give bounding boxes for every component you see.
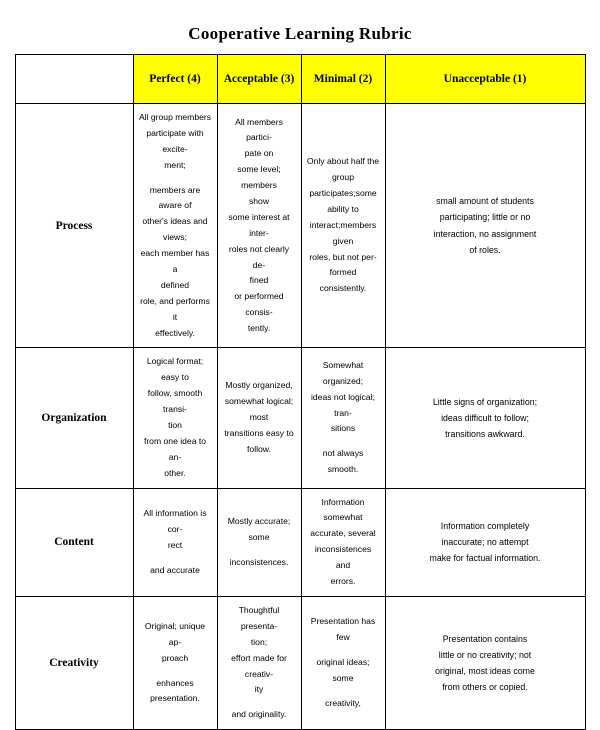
cell-line: effectively.	[155, 327, 195, 338]
cell-line: ability to	[327, 203, 359, 214]
cell-line: original ideas; some	[316, 657, 370, 683]
cell-line: interact;members given	[309, 219, 377, 246]
criterion-label: Process	[15, 104, 133, 348]
cell-line: transitions awkward.	[445, 429, 525, 440]
table-header-row	[15, 55, 585, 104]
rubric-table	[15, 54, 586, 730]
cell-line: sitions	[330, 423, 356, 434]
cell-minimal-2	[301, 104, 385, 348]
cell-line: Logical format; easy to	[146, 356, 204, 383]
cell-line: creativity,	[325, 697, 361, 708]
cell-line: Only about half the	[306, 156, 380, 167]
cell-line: original, most ideas come	[435, 666, 535, 677]
cell-line: some interest at inter-	[228, 211, 290, 238]
cell-line: accurate, several	[310, 528, 376, 539]
cell-line: proach	[161, 652, 189, 663]
cell-line: Information completely	[440, 520, 530, 531]
cell-line: tently.	[247, 323, 271, 334]
cell-line: consistently.	[319, 283, 367, 294]
cell-line: role, and performs it	[140, 295, 210, 322]
cell-line: some level; members	[237, 164, 281, 191]
cell-line: members are aware of	[149, 184, 201, 211]
criterion-label: Content	[15, 488, 133, 596]
cell-line: tion;	[250, 636, 268, 647]
cell-acceptable-3	[217, 488, 301, 596]
cell-line: tion	[168, 420, 182, 431]
cell-line: ideas difficult to follow;	[441, 412, 529, 423]
cell-line: Presentation contains	[442, 633, 528, 644]
cell-minimal-2	[301, 348, 385, 488]
cell-perfect-4	[133, 348, 217, 488]
cell-line: each member has a	[140, 248, 210, 275]
cell-line	[223, 698, 296, 707]
cell-line: make for factual information.	[429, 553, 541, 564]
cell-line: other's ideas and	[142, 216, 208, 227]
table-row	[15, 488, 585, 596]
cell-line	[223, 546, 296, 555]
cell-line: follow, smooth transi-	[147, 388, 203, 415]
cell-unacceptable-1	[385, 104, 585, 348]
cell-line: somewhat logical; most	[224, 396, 294, 423]
cell-line: inaccurate; no attempt	[441, 537, 529, 548]
cell-perfect-4	[133, 104, 217, 348]
cell-unacceptable-1	[385, 348, 585, 488]
table-row	[15, 348, 585, 488]
cell-line: rect	[167, 539, 183, 550]
cell-line: group	[332, 172, 354, 183]
cell-line: participate with excite-	[146, 127, 204, 154]
cell-line: pate on	[244, 148, 274, 159]
cell-line: Mostly organized,	[225, 380, 293, 391]
cell-line: roles, but not per-	[309, 251, 377, 262]
cell-line	[139, 554, 212, 563]
cell-acceptable-3	[217, 104, 301, 348]
table-row	[15, 104, 585, 348]
cell-line: Somewhat organized;	[322, 359, 364, 386]
cell-line: All information is cor-	[143, 507, 207, 534]
cell-line: enhances presentation.	[150, 677, 200, 704]
cell-line: All group members	[138, 112, 212, 122]
cell-line: from one idea to an-	[143, 435, 207, 462]
cell-perfect-4	[133, 488, 217, 596]
cell-line: ity	[254, 684, 264, 695]
cell-acceptable-3	[217, 348, 301, 488]
cell-line: transitions easy to	[224, 427, 294, 438]
table-header	[15, 55, 585, 104]
cell-line: little or no creativity; not	[438, 649, 532, 660]
cell-line: formed	[329, 267, 357, 278]
cell-line: and originality.	[231, 709, 287, 720]
table-row	[15, 596, 585, 729]
cell-line	[307, 646, 380, 655]
cell-line: Little signs of organization;	[432, 396, 538, 407]
cell-line: Original; unique ap-	[144, 620, 206, 647]
header-minimal-2: Minimal (2)	[301, 55, 385, 104]
cell-unacceptable-1	[385, 488, 585, 596]
cell-line	[307, 687, 380, 696]
page-title: Cooperative Learning Rubric	[188, 24, 412, 43]
cell-line: effort made for creativ-	[231, 652, 287, 679]
table-body	[15, 104, 585, 730]
cell-line	[139, 174, 212, 183]
header-corner	[15, 55, 133, 104]
header-perfect-4: Perfect (4)	[133, 55, 217, 104]
cell-line: of roles.	[469, 245, 501, 255]
header-acceptable-3: Acceptable (3)	[217, 55, 301, 104]
cell-line: All members partici-	[235, 116, 283, 143]
cell-line: Thoughtful presenta-	[238, 604, 280, 631]
cell-line: and accurate	[150, 564, 200, 575]
cell-line: show	[248, 195, 270, 206]
cell-line: defined	[160, 279, 190, 290]
cell-line: ment;	[164, 159, 186, 170]
cell-perfect-4	[133, 596, 217, 729]
cell-line	[139, 667, 212, 676]
cell-line: Mostly accurate; some	[227, 515, 291, 542]
cell-line: roles not clearly de-	[228, 243, 290, 270]
cell-unacceptable-1	[385, 596, 585, 729]
cell-line: other.	[164, 467, 186, 478]
cell-line: small amount of students	[436, 196, 534, 207]
cell-line: Presentation has few	[310, 616, 376, 643]
criterion-label: Organization	[15, 348, 133, 488]
cell-line: participates;some	[309, 188, 377, 198]
cell-line: interaction, no assignment	[433, 228, 537, 239]
cell-line: fined	[249, 275, 269, 286]
cell-line: follow.	[247, 443, 271, 454]
cell-acceptable-3	[217, 596, 301, 729]
cell-minimal-2	[301, 488, 385, 596]
cell-line	[307, 437, 380, 446]
criterion-label: Creativity	[15, 596, 133, 729]
cell-line: or performed consis-	[234, 291, 284, 318]
cell-line: views;	[163, 232, 187, 243]
cell-line: inconsistences.	[229, 556, 289, 567]
cell-line: inconsistences and	[314, 544, 372, 571]
cell-minimal-2	[301, 596, 385, 729]
header-unacceptable-1: Unacceptable (1)	[385, 55, 585, 104]
cell-line: from others or copied.	[442, 682, 528, 693]
cell-line: not always smooth.	[322, 448, 364, 475]
cell-line: Information somewhat	[321, 496, 365, 523]
cell-line: errors.	[330, 576, 356, 587]
cell-line: participating; little or no	[439, 212, 531, 223]
cell-line: ideas not logical; tran-	[310, 391, 376, 418]
